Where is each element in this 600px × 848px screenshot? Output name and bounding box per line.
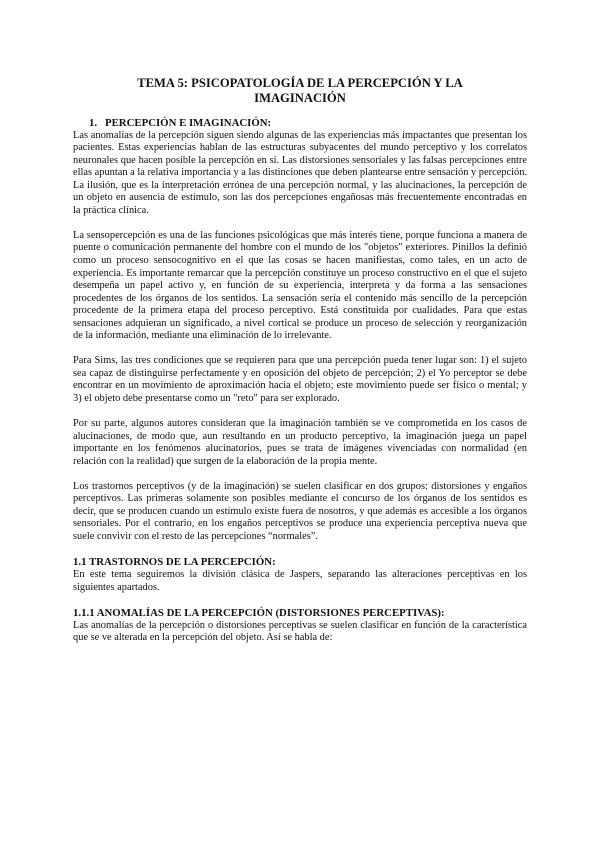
section-heading-1	[73, 117, 527, 130]
paragraph-1-1: En este tema seguiremos la división clásica de Jaspers, separando las alteraciones perceptivas en los siguientes apartados.	[73, 569, 527, 593]
title-line-1: TEMA 5: PSICOPATOLOGÍA DE LA PERCEPCIÓN Y LA	[137, 76, 463, 90]
title-line-2: IMAGINACIÓN	[254, 91, 346, 105]
paragraph-2: La sensopercepción es una de las funciones psicológicas que más interés tiene, porque funciona a manera de puente o comunicación permanente del hombre con el mundo de los "objetos" exteriores. Pinillos la definió como un proceso sensocognitivo en el que las cosas se hacen manifiestas, como tales, en un acto de experiencia. Es importante remarcar que la percepción constituye un proceso constructivo en el que el sujeto desempeña un papel activo y, en función de su experiencia, interpreta y da forma a las sensaciones procedentes de los órganos de los sentidos. La sensación sería el contenido más sencillo de la percepción procedente de la primera etapa del proceso perceptivo. Está constituida por cualidades. Para que estas sensaciones adquieran un significado, a nivel cortical se produce un proceso de selección y reorganización de la información, mediante una eliminación de lo irrelevante.	[73, 229, 527, 342]
section-number: 1.	[89, 117, 98, 129]
document-title	[73, 76, 527, 106]
paragraph-1-1-1: Las anomalías de la percepción o distorsiones perceptivas se suelen clasificar en función de la característica que se ve alterada en la percepción del objeto. Así se habla de:	[73, 619, 527, 644]
paragraph-1: Las anomalías de la percepción siguen siendo algunas de las experiencias más impactantes que presentan los pacientes. Estas experiencias hablan de las estructuras subyacentes del mundo perceptivo y los correlatos neuronales que hacen posible la percepción en sí. Las distorsiones sensoriales y las falsas percepciones entre ellas apuntan a la relativa importancia y a las distinciones que deben plantearse entre sensación y percepción. La ilusión, que es la interpretación errónea de una percepción normal, y las alucinaciones, la percepción de un objeto en ausencia de estímulo, son las dos percepciones engañosas más frecuentemente encontradas en la práctica clínica.	[73, 129, 527, 216]
section-title: PERCEPCIÓN E IMAGINACIÓN:	[105, 117, 272, 129]
paragraph-3: Para Sims, las tres condiciones que se requieren para que una percepción pueda tener lugar son: 1) el sujeto sea capaz de distinguirse perfectamente y en oposición del objeto de percepción; 2) el Yo perceptor se debe encontrar en un movimiento de aproximación hacia el objeto; este movimiento puede ser físico o mental; y 3) el objeto debe presentarse como un "reto" para ser explorado.	[73, 355, 527, 404]
paragraph-4: Por su parte, algunos autores consideran que la imaginación también se ve comprometida en los casos de alucinaciones, de modo que, aun resultando en un producto perceptivo, la imaginación juega un papel importante en los fenómenos alucinatorios, pues se trata de imágenes vivenciadas con normalidad (en relación con la realidad) que surgen de la elaboración de la propia mente.	[73, 418, 527, 467]
section-heading-1-1-1: 1.1.1 ANOMALÍAS DE LA PERCEPCIÓN (DISTORSIONES PERCEPTIVAS):	[73, 607, 445, 620]
paragraph-5: Los trastornos perceptivos (y de la imaginación) se suelen clasificar en dos grupos: distorsiones y engaños perceptivos. Las primeras solamente son posibles mediante el concurso de los órganos de los sentidos es decir, que se producen cuando un estímulo existe fuera de nosotros, y que además es accesible a los órganos sensoriales. Por el contrario, en los engaños perceptivos se produce una experiencia perceptiva nueva que suele convivir con el resto de las percepciones “normales”.	[73, 480, 527, 542]
document-page	[73, 0, 527, 645]
section-heading-1-1: 1.1 TRASTORNOS DE LA PERCEPCIÓN:	[73, 556, 276, 569]
